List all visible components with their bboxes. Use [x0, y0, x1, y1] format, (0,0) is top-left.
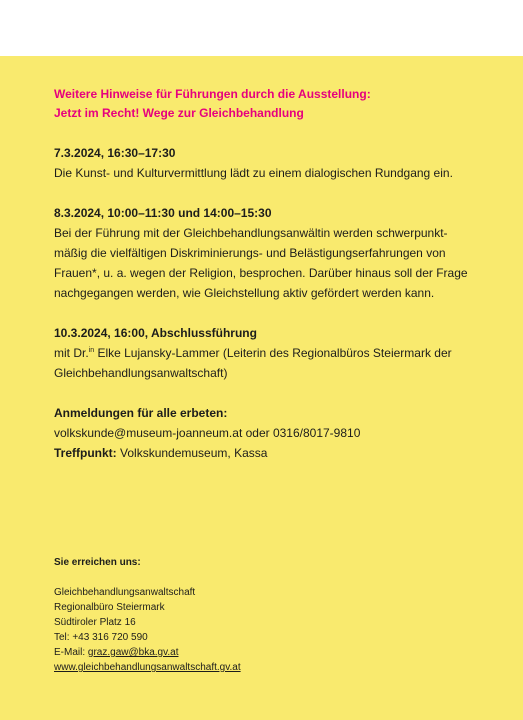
registration-contact[interactable]: volkskunde@museum-joanneum.at oder 0316/8017-9810 — [54, 426, 361, 440]
meeting-label: Treffpunkt: — [54, 446, 117, 460]
event-3-title-sup: in — [88, 347, 95, 354]
event-3-line-2: Gleichbehandlungsanwaltschaft) — [54, 366, 228, 380]
contact-org: Gleichbehandlungsanwaltschaft — [54, 587, 196, 598]
main-content — [54, 85, 484, 463]
registration-title: Anmeldungen für alle erbeten: — [54, 406, 228, 420]
event-1-date: 7.3.2024, 16:30–17:30 — [54, 146, 176, 160]
event-2-line-4: nachgegangen werden, wie Gleichstellung aktiv gefördert werden kann. — [54, 286, 435, 300]
headline-line-2: Jetzt im Recht! Wege zur Gleichbehandlung — [54, 106, 304, 120]
flyer-page — [0, 56, 523, 720]
event-3-line-1 — [54, 343, 484, 363]
registration — [54, 403, 484, 463]
contact-office: Regionalbüro Steiermark — [54, 602, 165, 613]
top-white-strip — [0, 0, 523, 56]
contact-website-link[interactable]: www.gleichbehandlungsanwaltschaft.gv.at — [54, 662, 241, 673]
event-3-title-prefix: mit Dr. — [54, 346, 89, 360]
event-2-line-1: Bei der Führung mit der Gleichbehandlungsanwältin werden schwerpunkt- — [54, 226, 448, 240]
event-2-line-2: mäßig die vielfältigen Diskriminierungs- und Belästigungserfahrungen von — [54, 246, 446, 260]
event-2-date: 8.3.2024, 10:00–11:30 und 14:00–15:30 — [54, 206, 272, 220]
contact-website-line — [54, 660, 454, 675]
headline-line-1: Weitere Hinweise für Führungen durch die Ausstellung: — [54, 87, 371, 101]
contact-email-prefix: E-Mail: — [54, 647, 88, 658]
event-2 — [54, 203, 484, 303]
contact-label: Sie erreichen uns: — [54, 557, 141, 568]
contact-email-line — [54, 645, 454, 660]
meeting-place: Volkskundemuseum, Kassa — [116, 446, 268, 460]
contact-block — [54, 555, 454, 675]
contact-tel: Tel: +43 316 720 590 — [54, 632, 148, 643]
headline — [54, 85, 484, 123]
event-3-line-1-rest: Elke Lujansky-Lammer (Leiterin des Regionalbüros Steiermark der — [94, 346, 452, 360]
event-2-line-3: Frauen*, u. a. wegen der Religion, besprochen. Darüber hinaus soll der Frage — [54, 266, 468, 280]
event-1-text: Die Kunst- und Kulturvermittlung lädt zu einem dialogischen Rundgang ein. — [54, 166, 453, 180]
event-1 — [54, 143, 484, 183]
event-3 — [54, 323, 484, 383]
contact-street: Südtiroler Platz 16 — [54, 617, 136, 628]
contact-email-link[interactable]: graz.gaw@bka.gv.at — [87, 647, 179, 658]
event-3-date: 10.3.2024, 16:00, Abschlussführung — [54, 326, 257, 340]
meeting-point — [54, 443, 484, 463]
